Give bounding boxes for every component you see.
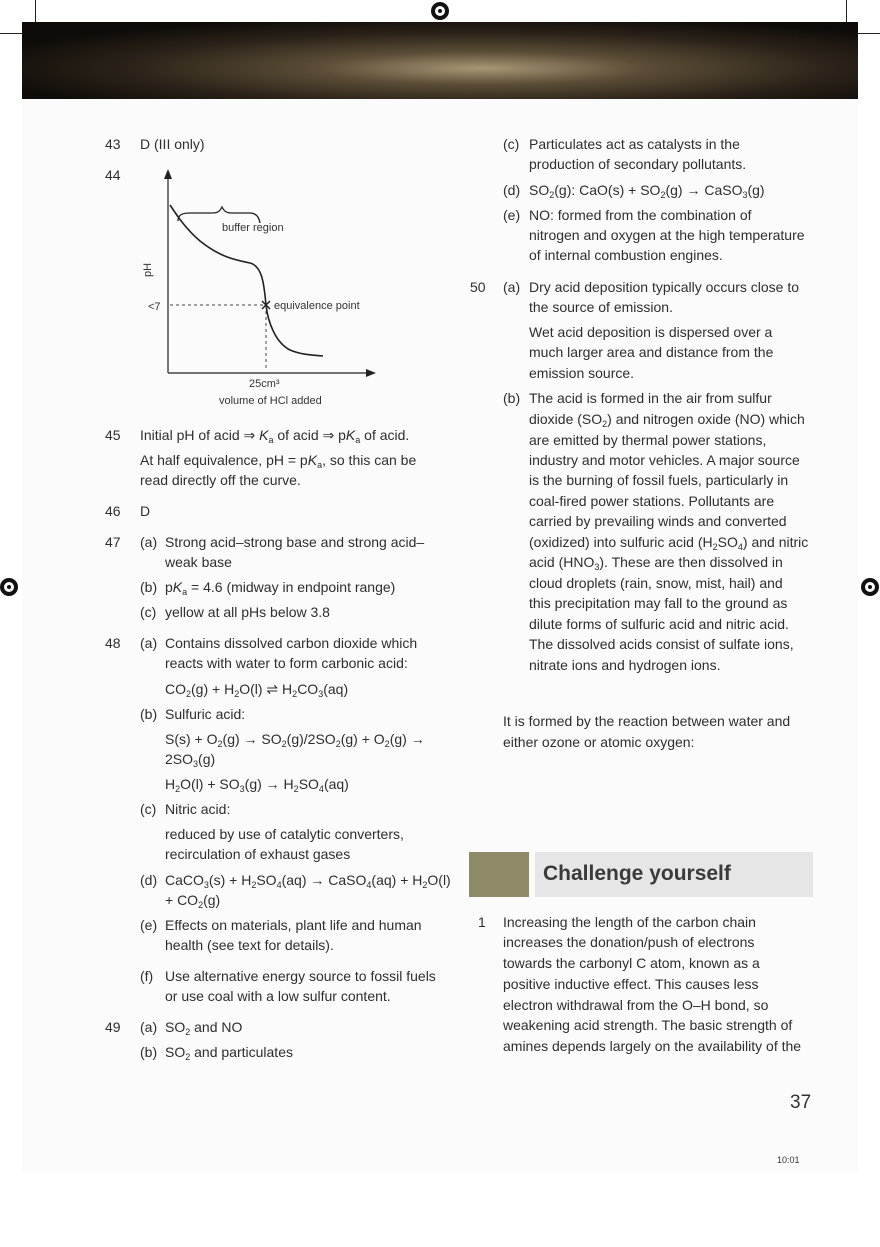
answer-text: read directly off the curve. bbox=[140, 472, 301, 488]
part-label: (b) bbox=[140, 1044, 158, 1060]
question-number: 49 bbox=[105, 1019, 121, 1035]
answer-text: The acid is formed in the air from sulfur bbox=[529, 390, 772, 406]
challenge-title: Challenge yourself bbox=[543, 862, 731, 885]
answer-text: amines depends largely on the availability of the bbox=[503, 1038, 802, 1054]
y-axis-label: pH bbox=[142, 262, 154, 277]
question-number: 1 bbox=[478, 914, 486, 930]
page-number: 37 bbox=[790, 1092, 812, 1113]
part-label: (b) bbox=[503, 390, 521, 406]
answer-text: electron withdrawal from the O–H bond, so bbox=[503, 997, 769, 1013]
answer-text: reduced by use of catalytic converters, bbox=[165, 826, 404, 842]
answer-text: carried by prevailing winds and converted bbox=[529, 513, 787, 529]
answer-text: Use alternative energy source to fossil fuels bbox=[165, 968, 436, 984]
crop-mark bbox=[846, 0, 847, 22]
answer-text: nitrogen and oxygen at the high temperature bbox=[529, 227, 805, 243]
answer-text: The dissolved acids consist of sulfate ions, bbox=[529, 636, 794, 652]
answer-text: Sulfuric acid: bbox=[165, 706, 246, 722]
answer-text: Nitric acid: bbox=[165, 801, 231, 817]
header-banner bbox=[22, 22, 858, 99]
crop-mark bbox=[0, 33, 22, 34]
part-label: (a) bbox=[140, 635, 158, 651]
question-number: 48 bbox=[105, 635, 121, 651]
registration-mark-icon bbox=[431, 2, 449, 20]
x-axis-arrow-icon bbox=[366, 369, 376, 377]
footer-time: 10:01 bbox=[777, 1155, 800, 1165]
equation: + $CO_2(g)$ bbox=[165, 892, 221, 910]
part-label: (f) bbox=[140, 968, 154, 984]
equation: CaCO$_3$(s) + $H_2SO_4(aq)$ → CaSO$_4$(aq) + $H_2O(l)$ bbox=[165, 872, 451, 890]
answer-text: Wet acid deposition is dispersed over a bbox=[529, 324, 773, 340]
answer-text: Initial pH of acid ⇒ $K_a$ of acid ⇒ $pK_a$ of acid. bbox=[140, 427, 410, 445]
answer-text: towards the carbonyl C atom, known as a bbox=[503, 955, 760, 971]
part-label: (b) bbox=[140, 706, 158, 722]
part-label: (c) bbox=[140, 801, 157, 817]
equation: $2SO_3(g)$ bbox=[165, 751, 216, 769]
registration-mark-icon bbox=[861, 578, 879, 596]
answer-text: the source of emission. bbox=[529, 299, 673, 315]
question-number: 43 bbox=[105, 136, 121, 152]
answer-text: is the burning of fossil fuels, particularly in bbox=[529, 472, 789, 488]
answer-text: D bbox=[140, 503, 151, 519]
part-label: (e) bbox=[503, 207, 521, 223]
answer-text: acid $(HNO_3)$. These are then dissolved in bbox=[529, 554, 783, 572]
question-number: 46 bbox=[105, 503, 121, 519]
answer-text: $pK_a = 4.6$ (midway in endpoint range) bbox=[165, 579, 396, 597]
answer-text: industry and motor vehicles. A major source bbox=[529, 452, 800, 468]
answer-text: production of secondary pollutants. bbox=[529, 156, 747, 172]
answer-text: coal-fired power stations. Pollutants are bbox=[529, 493, 775, 509]
equivalence-point-label: equivalence point bbox=[274, 300, 360, 312]
answer-text: yellow at all pHs below 3.8 bbox=[165, 604, 330, 620]
answer-text: either ozone or atomic oxygen: bbox=[503, 734, 695, 750]
answer-text: Effects on materials, plant life and human bbox=[165, 917, 422, 933]
part-label: (c) bbox=[503, 136, 520, 152]
part-label: (d) bbox=[140, 872, 158, 888]
answer-text: Particulates act as catalysts in the bbox=[529, 136, 740, 152]
answer-text: increases the donation/push of electrons bbox=[503, 934, 755, 950]
part-label: (e) bbox=[140, 917, 158, 933]
part-label: (c) bbox=[140, 604, 157, 620]
answer-text: this precipitation may fall to the ground as bbox=[529, 595, 788, 611]
question-number: 50 bbox=[470, 279, 486, 295]
answer-text: recirculation of exhaust gases bbox=[165, 846, 351, 862]
answer-text: D (III only) bbox=[140, 136, 205, 152]
answer-text: (oxidized) into sulfuric acid $(H_2SO_4)$ and nitric bbox=[529, 534, 809, 552]
lt7-label: <7 bbox=[148, 301, 161, 313]
equation: $SO_2(g)$: $CaO(s) + SO_2(g)$ → CaSO$_3$(g) bbox=[529, 182, 765, 200]
buffer-brace bbox=[178, 207, 260, 223]
y-axis-arrow-icon bbox=[164, 169, 172, 179]
answer-text: Increasing the length of the carbon chain bbox=[503, 914, 756, 930]
answer-text: dilute forms of sulfuric acid and nitric acid. bbox=[529, 616, 789, 632]
part-label: (d) bbox=[503, 182, 521, 198]
answer-text: dioxide $(SO_2)$ and nitrogen oxide (NO) which bbox=[529, 411, 805, 429]
crop-mark bbox=[35, 0, 36, 22]
answer-text: cloud droplets (rain, snow, mist, hail) and bbox=[529, 575, 783, 591]
answer-text: or use coal with a low sulfur content. bbox=[165, 988, 391, 1004]
answer-text: Dry acid deposition typically occurs close to bbox=[529, 279, 800, 295]
answer-text: are emitted by thermal power stations, bbox=[529, 432, 767, 448]
equation: $S(s) + O_2(g) \to SO_2(g)/2SO_2(g) + O_2(g)$ → bbox=[165, 731, 425, 749]
answer-text: of internal combustion engines. bbox=[529, 247, 723, 263]
answer-text: It is formed by the reaction between water and bbox=[503, 713, 791, 729]
titration-curve-graph bbox=[130, 165, 390, 410]
challenge-banner-block bbox=[469, 852, 529, 897]
registration-mark-icon bbox=[0, 578, 18, 596]
part-label: (a) bbox=[140, 534, 158, 550]
answer-text: nitrate ions and hydrogen ions. bbox=[529, 657, 721, 673]
answer-text: $SO_2$ and NO bbox=[165, 1019, 243, 1037]
part-label: (a) bbox=[503, 279, 521, 295]
answer-text: health (see text for details). bbox=[165, 937, 334, 953]
answer-text: Strong acid–strong base and strong acid– bbox=[165, 534, 425, 550]
crop-mark bbox=[858, 33, 880, 34]
part-label: (a) bbox=[140, 1019, 158, 1035]
x-axis-label: volume of HCl added bbox=[219, 395, 322, 407]
answer-text: emission source. bbox=[529, 365, 635, 381]
answer-text: weak base bbox=[165, 554, 232, 570]
part-label: (b) bbox=[140, 579, 158, 595]
answer-text: much larger area and distance from the bbox=[529, 344, 774, 360]
buffer-region-label: buffer region bbox=[222, 222, 284, 234]
question-number: 45 bbox=[105, 427, 121, 443]
answer-text: NO: formed from the combination of bbox=[529, 207, 752, 223]
volume-tick-label: 25cm³ bbox=[249, 378, 280, 390]
answer-text: Contains dissolved carbon dioxide which bbox=[165, 635, 418, 651]
answer-text: $SO_2$ and particulates bbox=[165, 1044, 293, 1062]
answer-text: weakening acid strength. The basic strength of bbox=[503, 1017, 793, 1033]
equation: $CO_2(g) + H_2O(l)$ ⇌ $H_2CO_3(aq)$ bbox=[165, 681, 349, 699]
question-number: 44 bbox=[105, 167, 121, 183]
question-number: 47 bbox=[105, 534, 121, 550]
answer-text: reacts with water to form carbonic acid: bbox=[165, 655, 408, 671]
answer-text: positive inductive effect. This causes less bbox=[503, 976, 759, 992]
answer-text: At half equivalence, pH = $pK_a$, so this can be bbox=[140, 452, 417, 470]
equation: $H_2O(l) + SO_3(g) \to H_2SO_4(aq)$ bbox=[165, 776, 349, 794]
